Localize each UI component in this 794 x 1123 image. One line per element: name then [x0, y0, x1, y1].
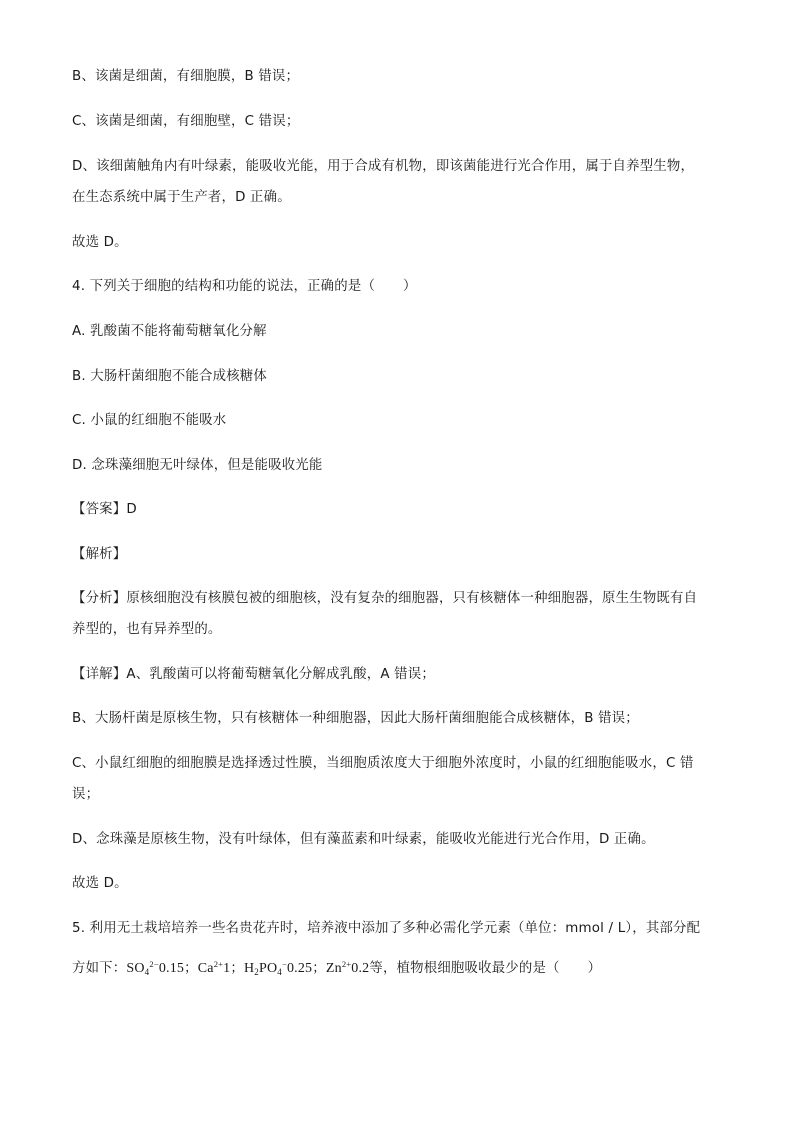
phosphate-base-h: H: [243, 961, 255, 976]
question-5-prefix: 方如下：: [72, 961, 127, 976]
answer-line: [72, 501, 137, 519]
formula-calcium: [198, 961, 231, 976]
fenxi-line1: [72, 590, 697, 608]
question-5-line1: 5. 利用无土栽培培养一些名贵花卉时，培养液中添加了多种必需化学元素（单位：mmol / L），其部分配: [72, 921, 701, 936]
explanation-option-d-line1: D、该细菌触角内有叶绿素，能吸收光能，用于合成有机物，即该菌能进行光合作用，属于自养型生物，: [72, 159, 695, 174]
phosphate-subscript-o: 4: [277, 967, 282, 977]
sulfate-value: 0.15: [158, 961, 185, 976]
sulfate-charge: 2−: [149, 959, 159, 969]
question-5-line2: [72, 955, 601, 981]
zinc-base: Zn: [325, 961, 342, 976]
phosphate-value: 0.25: [286, 961, 313, 976]
phosphate-subscript-h: 2: [254, 967, 259, 977]
xiangjie-line-d: D、念珠藻是原核生物，没有叶绿体，但有藻蓝素和叶绿素，能吸收光能进行光合作用，D 正确。: [72, 832, 655, 847]
phosphate-base-po: PO: [258, 961, 278, 976]
phosphate-charge: −: [281, 959, 287, 969]
xiangjie-a-text: A、乳酸菌可以将葡萄糖氧化分解成乳酸，A 错误；: [126, 667, 435, 682]
xiangjie-line-b: B、大肠杆菌是原核生物，只有核糖体一种细胞器，因此大肠杆菌细胞能合成核糖体，B 错误；: [72, 711, 639, 726]
xiangjie-line-c2: 误；: [72, 787, 100, 802]
xiangjie-label: 【详解】: [72, 667, 127, 682]
question-5-suffix: 等，植物根细胞吸收最少的是（: [369, 961, 560, 976]
xiangjie-line-a: [72, 666, 435, 684]
question-4-option-d: D. 念珠藻细胞无叶绿体，但是能吸收光能: [72, 458, 323, 473]
question-4-stem-text: 4. 下列关于细胞的结构和功能的说法，正确的是（: [72, 279, 376, 294]
sulfate-base: SO: [126, 961, 145, 976]
question-4-option-a: A. 乳酸菌不能将葡萄糖氧化分解: [72, 324, 267, 339]
question-4-conclusion: 故选 D。: [72, 876, 128, 891]
formula-sulfate: [126, 961, 184, 976]
formula-zinc: [326, 961, 370, 976]
formula-dihydrogen-phosphate: [244, 961, 312, 976]
fenxi-label: 【分析】: [72, 591, 127, 606]
calcium-charge: 2+: [213, 959, 224, 969]
separator-2: ；: [230, 961, 244, 976]
explanation-conclusion: 故选 D。: [72, 235, 128, 250]
answer-label: 【答案】: [72, 502, 127, 517]
explanation-option-b: B、该菌是细菌，有细胞膜，B 错误；: [72, 69, 300, 84]
fenxi-line2: 养型的，也有异养型的。: [72, 622, 222, 637]
explanation-option-d-line2: 在生态系统中属于生产者，D 正确。: [72, 190, 291, 205]
answer-value: D: [126, 502, 137, 517]
zinc-value: 0.2: [351, 961, 370, 976]
question-4-option-b: B. 大肠杆菌细胞不能合成核糖体: [72, 369, 267, 384]
separator-1: ；: [184, 961, 198, 976]
question-4-stem: [72, 278, 417, 296]
analysis-label: 【解析】: [72, 547, 127, 562]
separator-3: ；: [312, 961, 326, 976]
zinc-charge: 2+: [341, 959, 352, 969]
calcium-base: Ca: [197, 961, 214, 976]
calcium-value: 1: [223, 961, 231, 976]
question-5-stem-close: ）: [587, 961, 602, 976]
xiangjie-line-c1: C、小鼠红细胞的细胞膜是选择透过性膜，当细胞质浓度大于细胞外浓度时，小鼠的红细胞能吸水，C 错: [72, 756, 694, 771]
explanation-option-c: C、该菌是细菌，有细胞壁，C 错误；: [72, 114, 300, 129]
fenxi-text: 原核细胞没有核膜包被的细胞核，没有复杂的细胞器，只有核糖体一种细胞器，原生生物既有自: [126, 591, 698, 606]
question-4-option-c: C. 小鼠的红细胞不能吸水: [72, 413, 227, 428]
sulfate-subscript: 4: [144, 967, 150, 977]
question-4-stem-close: ）: [403, 279, 417, 294]
